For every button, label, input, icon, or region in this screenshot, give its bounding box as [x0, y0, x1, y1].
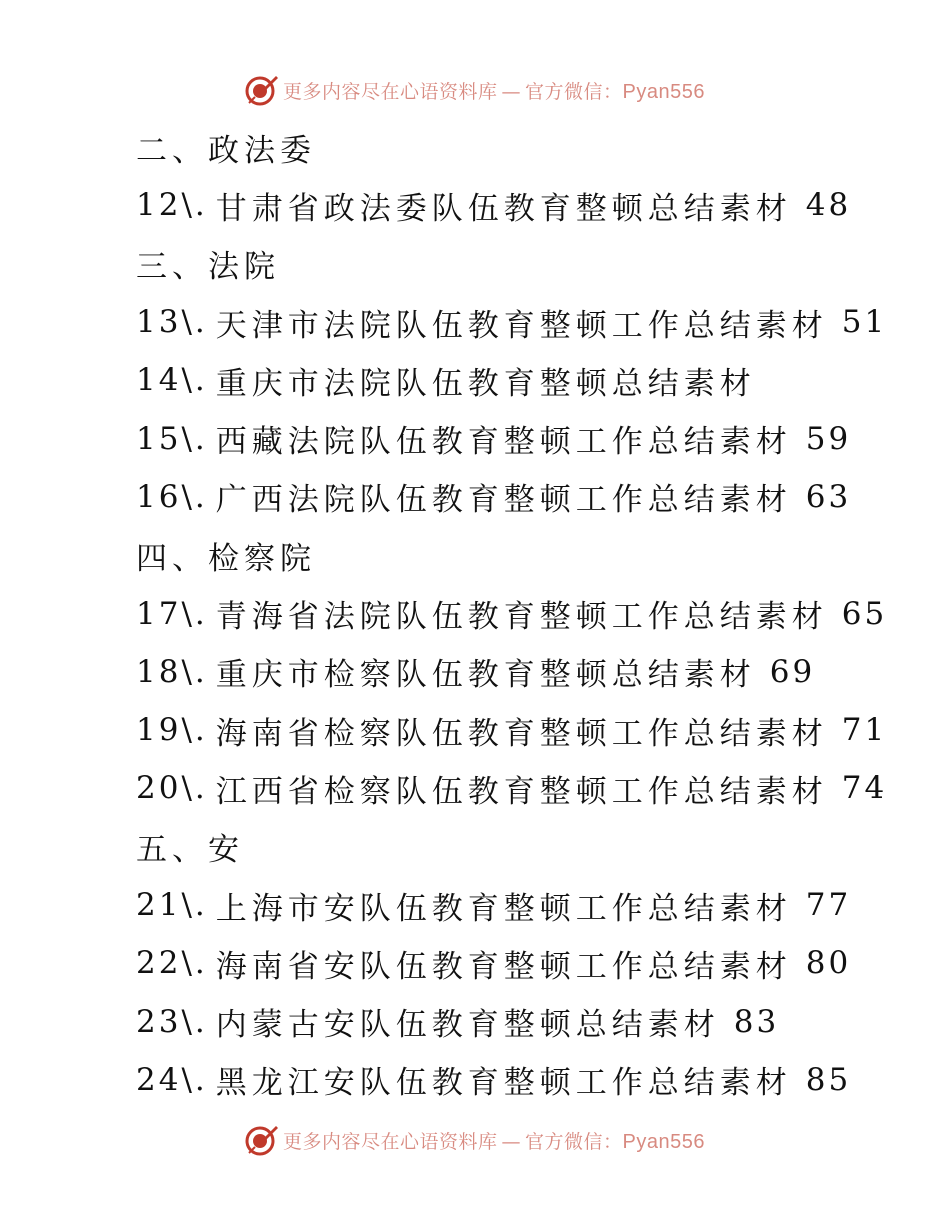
toc-entry-page-number: 69 [769, 653, 816, 690]
toc-entry-title: 上海市安队伍教育整顿工作总结素材 [215, 890, 792, 927]
toc-entry [136, 409, 936, 467]
banner-separator: — [501, 80, 522, 103]
toc-entry [136, 876, 936, 934]
toc-entry-title: 广西法院队伍教育整顿工作总结素材 [215, 482, 792, 519]
toc-entry-number: 12\. [136, 187, 208, 224]
footer-banner [0, 1120, 950, 1160]
banner-wechat-id: Pyan556 [622, 80, 705, 103]
toc-entry-page-number: 51 [841, 304, 888, 341]
toc-entry [136, 176, 936, 234]
toc-entry-title: 重庆市法院队伍教育整顿总结素材 [215, 365, 756, 402]
toc-entry-number: 13\. [136, 304, 208, 341]
toc-entry [136, 701, 936, 759]
toc-entry [136, 468, 936, 526]
toc-entry-number: 18\. [136, 653, 208, 690]
toc-entry-page-number: 83 [733, 1003, 780, 1040]
toc-entry-number: 19\. [136, 712, 208, 749]
toc-entry-title: 天津市法院队伍教育整顿工作总结素材 [215, 307, 828, 344]
toc-entry [136, 584, 936, 642]
table-of-contents [136, 118, 936, 1109]
toc-entry-page-number: 77 [805, 887, 852, 923]
toc-entry-title: 西藏法院队伍教育整顿工作总结素材 [215, 424, 792, 461]
toc-entry-number: 24\. [136, 1061, 208, 1098]
toc-entry-title: 重庆市检察队伍教育整顿总结素材 [215, 657, 756, 694]
toc-entry [136, 293, 936, 351]
toc-section-heading: 五、安 [136, 832, 244, 869]
banner-suffix: 官方微信： [525, 1130, 623, 1153]
banner-wechat-id: Pyan556 [622, 1130, 705, 1153]
header-banner-text [283, 77, 705, 104]
quill-logo-icon [245, 73, 279, 107]
toc-entry-number: 22\. [136, 945, 208, 982]
toc-entry-title: 海南省安队伍教育整顿工作总结素材 [215, 948, 792, 985]
toc-entry-title: 海南省检察队伍教育整顿工作总结素材 [215, 715, 828, 752]
toc-entry [136, 934, 936, 992]
toc-section-heading: 三、法院 [136, 249, 280, 286]
toc-entry-page-number: 65 [841, 595, 888, 632]
toc-entry-number: 15\. [136, 420, 208, 457]
toc-entry-page-number: 80 [805, 945, 852, 982]
toc-entry-number: 21\. [136, 887, 208, 923]
banner-separator: — [501, 1130, 522, 1153]
toc-entry-title: 黑龙江安队伍教育整顿工作总结素材 [215, 1065, 792, 1102]
banner-title: 更多内容尽在心语资料库 [283, 1130, 498, 1153]
toc-entry-title: 江西省检察队伍教育整顿工作总结素材 [215, 773, 828, 810]
toc-entry-page-number: 63 [805, 478, 852, 515]
toc-entry-page-number: 59 [805, 420, 852, 457]
toc-entry-title: 内蒙古安队伍教育整顿总结素材 [215, 1007, 720, 1044]
header-banner [0, 70, 950, 110]
toc-entry-page-number: 74 [841, 770, 888, 807]
toc-entry [136, 643, 936, 701]
toc-entry [136, 1051, 936, 1109]
toc-entry-page-number: 71 [841, 712, 888, 749]
toc-entry-number: 23\. [136, 1003, 208, 1040]
toc-entry-number: 20\. [136, 770, 208, 807]
toc-entry-title: 甘肃省政法委队伍教育整顿总结素材 [215, 190, 792, 227]
quill-logo-icon [245, 1123, 279, 1157]
footer-banner-text [283, 1127, 705, 1154]
toc-entry [136, 759, 936, 817]
toc-entry-page-number: 48 [805, 187, 852, 224]
toc-entry-number: 17\. [136, 595, 208, 632]
toc-entry [136, 351, 936, 409]
toc-entry-title: 青海省法院队伍教育整顿工作总结素材 [215, 599, 828, 636]
banner-title: 更多内容尽在心语资料库 [283, 80, 498, 103]
toc-section-heading: 四、检察院 [136, 540, 316, 577]
toc-section-heading: 二、政法委 [136, 132, 316, 169]
toc-entry-number: 16\. [136, 478, 208, 515]
toc-entry [136, 992, 936, 1050]
banner-suffix: 官方微信： [525, 80, 623, 103]
toc-entry-page-number: 85 [805, 1061, 852, 1098]
toc-entry-number: 14\. [136, 362, 208, 399]
